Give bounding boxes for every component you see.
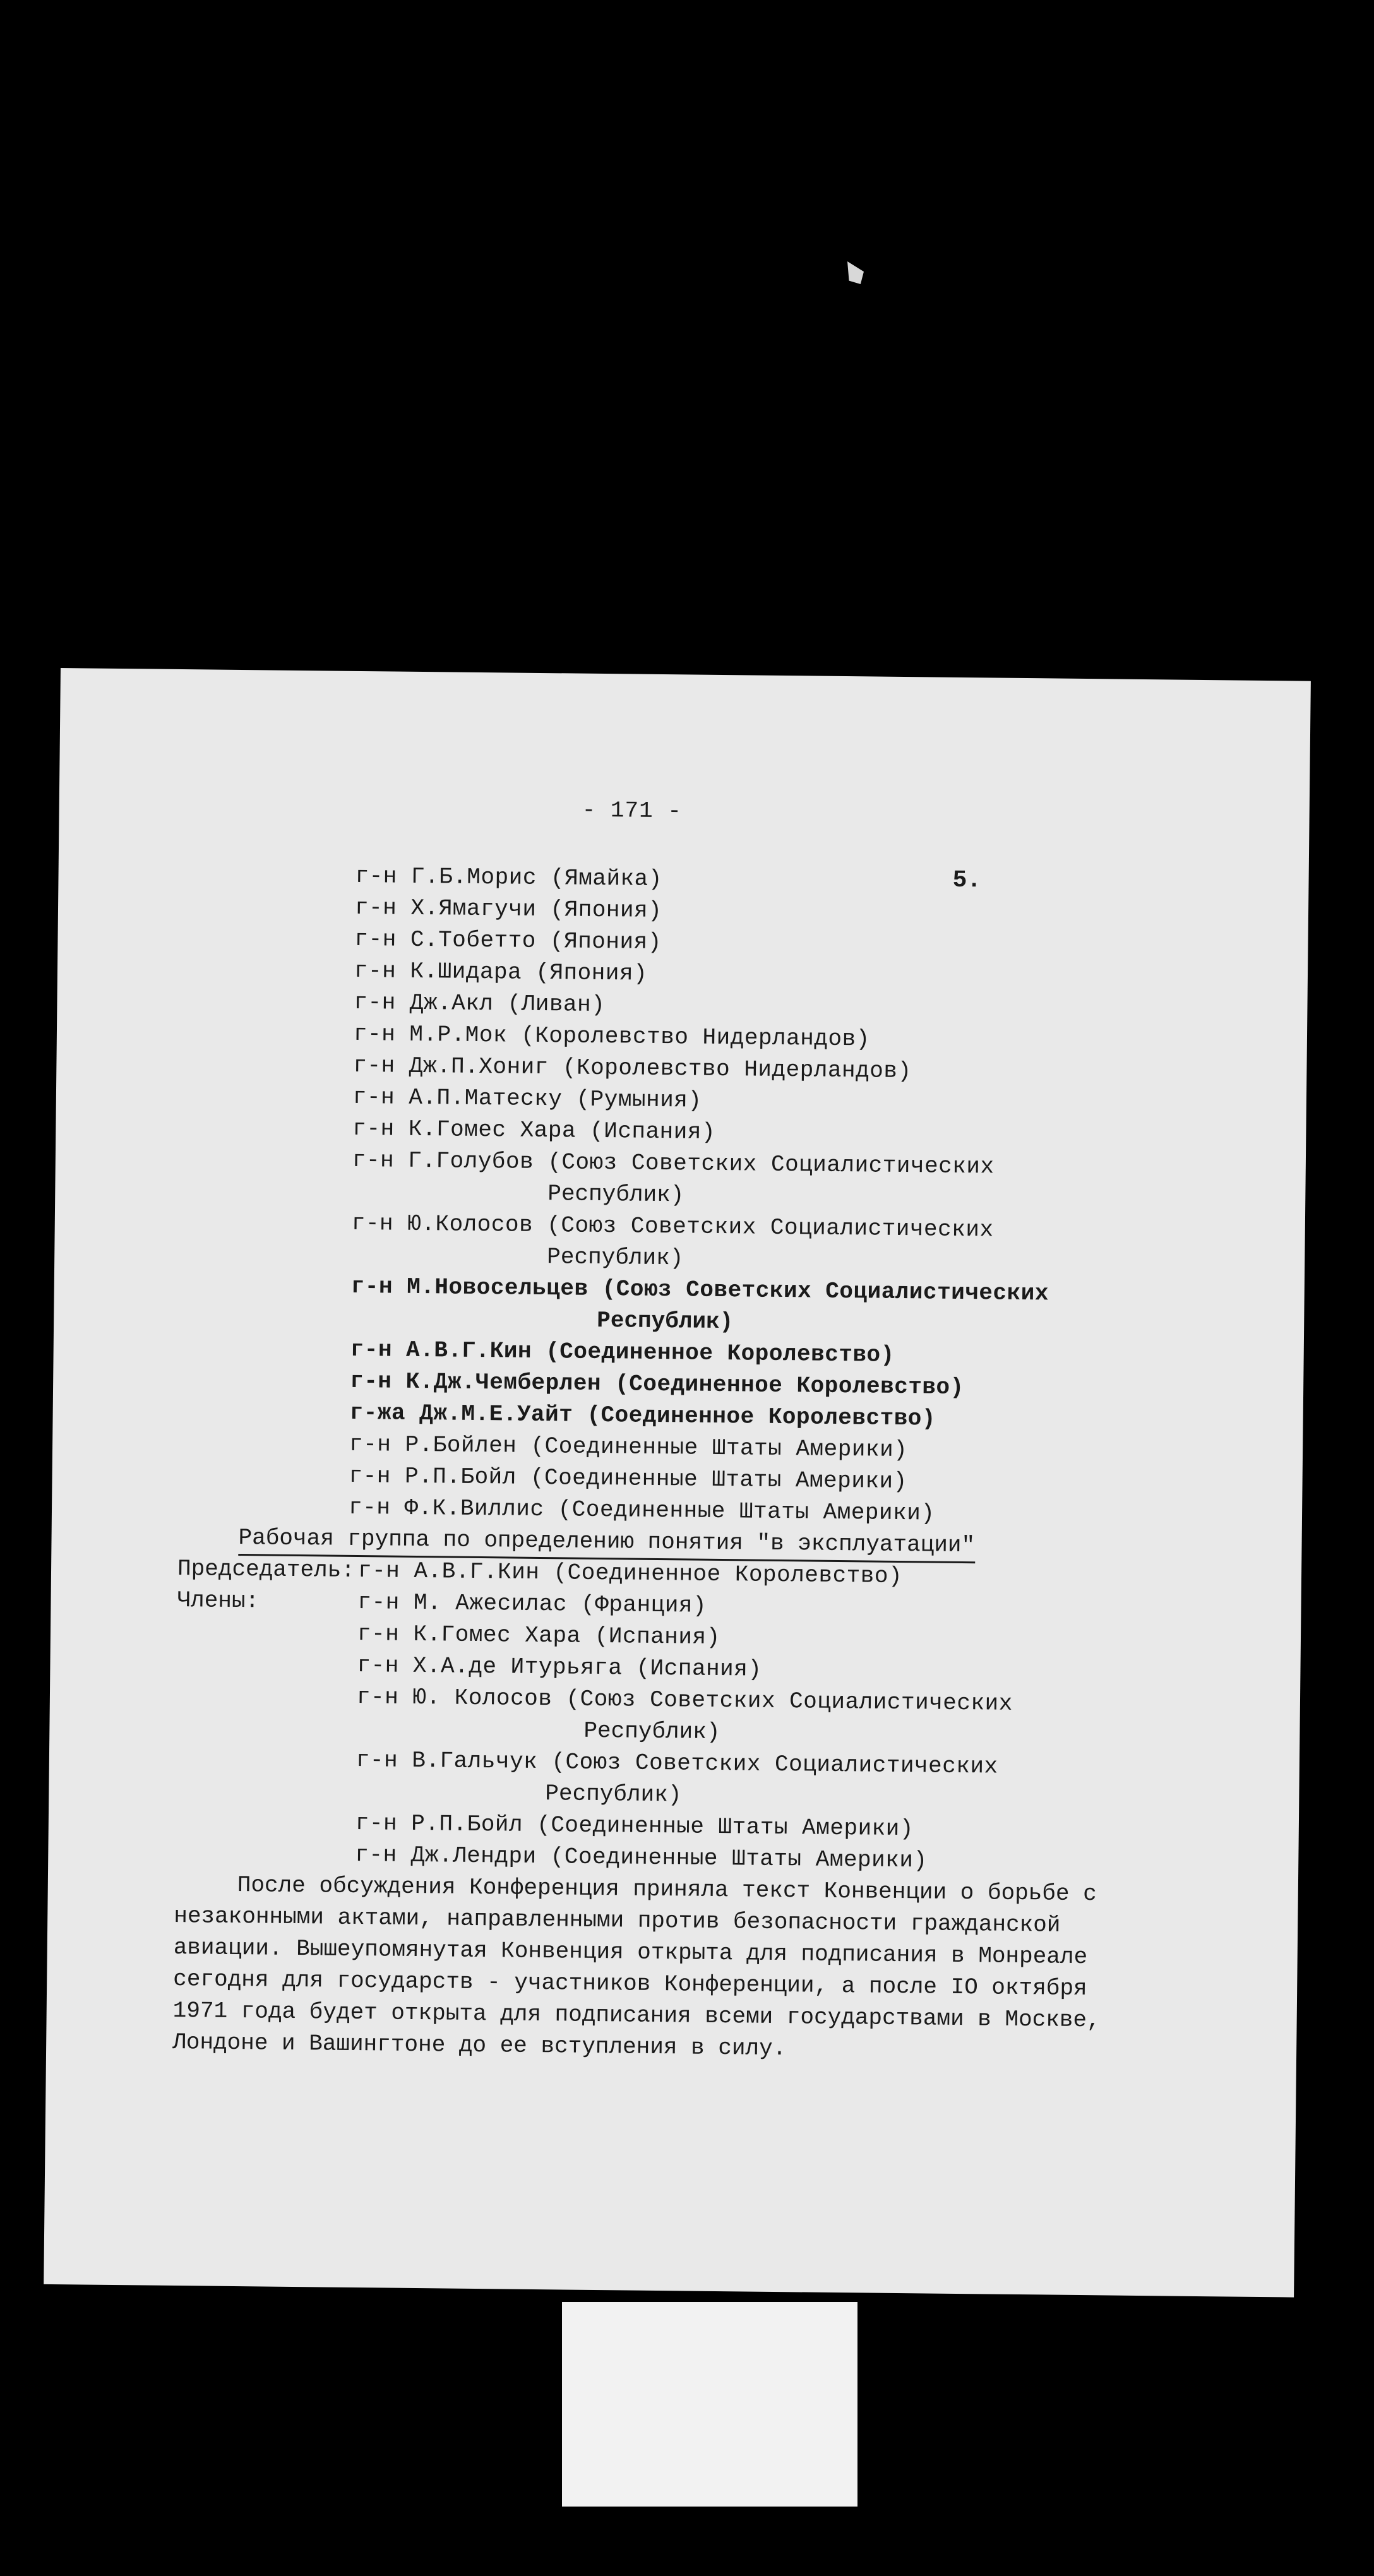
delegate-prefix: г-н (348, 1494, 391, 1521)
delegate-prefix: г-н (354, 926, 397, 953)
delegate-name-continuation: Республик) (547, 1244, 684, 1272)
member-prefix: г-н (357, 1621, 400, 1647)
delegate-entry (353, 1082, 702, 1117)
delegate-prefix: г-н (350, 1336, 393, 1363)
delegate-name: А.П.Матеску (Румыния) (409, 1084, 702, 1114)
delegate-prefix: г-н (353, 1020, 396, 1047)
delegate-name-continuation: Республик) (547, 1181, 684, 1208)
closing-paragraph (172, 1869, 1101, 2068)
delegate-prefix: г-н (355, 862, 398, 890)
delegate-prefix: г-н (352, 1083, 395, 1111)
delegate-name: Г.Б.Морис (Ямайка) (410, 863, 663, 892)
member-entry (357, 1681, 1013, 1720)
chair-entry (358, 1555, 903, 1592)
delegate-name: Ю.Колосов (Союз Советских Социалистических (407, 1210, 994, 1243)
member-prefix: г-н (357, 1652, 400, 1679)
delegate-entry (351, 1271, 1049, 1310)
member-name: М. Ажесилас (Франция) (413, 1589, 707, 1619)
delegate-prefix: г-н (352, 1147, 395, 1174)
delegate-name: Х.Ямагучи (Япония) (410, 895, 662, 924)
delegate-name: М.Новосельцев (Союз Советских Социалистических (406, 1273, 1049, 1307)
delegate-name: М.Р.Мок (Королевство Нидерландов) (409, 1021, 870, 1052)
member-entry (357, 1650, 762, 1686)
member-name-continuation: Республик) (545, 1780, 682, 1808)
delegate-name: Р.Бойлен (Соединенные Штаты Америки) (405, 1431, 908, 1464)
delegate-name: К.Гомес Хара (Испания) (408, 1116, 716, 1145)
delegate-prefix: г-н (350, 1273, 393, 1300)
member-prefix: г-н (356, 1684, 399, 1710)
delegate-prefix: г-н (354, 989, 397, 1016)
chair-prefix: г-н (357, 1558, 400, 1584)
member-entry (356, 1744, 998, 1783)
delegate-entry (354, 987, 605, 1021)
member-prefix: г-н (355, 1810, 398, 1837)
delegate-prefix: г-н (351, 1210, 394, 1237)
page-number: - 171 - (582, 797, 683, 825)
member-name: Х.А.де Итурьяга (Испания) (412, 1652, 762, 1683)
chair-label: Председатель: (177, 1556, 355, 1583)
delegate-entry (355, 861, 662, 895)
delegate-entry (355, 892, 662, 927)
member-prefix: г-н (357, 1589, 400, 1616)
paragraph-line: сегодня для государств - участников Конференции, а после IO октября (173, 1965, 1087, 2002)
paragraph-line: Лондоне и Вашингтоне до ее вступления в силу. (172, 2029, 787, 2062)
member-name: К.Гомес Хара (Испания) (413, 1621, 720, 1651)
delegate-name: Г.Голубов (Союз Советских Социалистических (408, 1147, 995, 1180)
delegate-prefix: г-н (349, 1431, 391, 1458)
member-name: Р.П.Бойл (Соединенные Штаты Америки) (411, 1810, 914, 1842)
delegate-name: С.Тобетто (Япония) (410, 926, 662, 955)
delegate-entry (354, 955, 648, 990)
delegate-prefix: г-н (349, 1462, 391, 1489)
delegate-prefix: г-н (354, 957, 397, 984)
paragraph-line: незаконными актами, направленными против безопасности гражданской (174, 1902, 1061, 1938)
delegate-name: К.Дж.Чемберлен (Соединенное Королевство) (405, 1368, 964, 1401)
delegate-name: Дж.М.Е.Уайт (Соединенное Королевство) (419, 1400, 936, 1432)
blank-card (562, 2302, 857, 2507)
member-name: Ю. Колосов (Союз Советских Социалистических (412, 1684, 1013, 1717)
delegate-name: А.В.Г.Кин (Соединенное Королевство) (405, 1337, 895, 1368)
member-prefix: г-н (355, 1746, 398, 1774)
paragraph-line: После обсуждения Конференция приняла текст Конвенции о борьбе с (237, 1872, 1097, 1907)
delegate-name: Дж.Акл (Ливан) (409, 989, 606, 1018)
delegate-prefix: г-н (352, 1115, 395, 1142)
delegate-entry (352, 1113, 715, 1148)
member-entry (355, 1808, 914, 1845)
delegate-entry (354, 924, 662, 958)
delegate-prefix: г-жа (349, 1399, 406, 1426)
member-entry (357, 1587, 707, 1622)
chair-name: А.В.Г.Кин (Соединенное Королевство) (414, 1558, 903, 1590)
sheet-number: 5. (952, 866, 982, 895)
member-entry (357, 1618, 720, 1654)
film-speck (847, 261, 864, 284)
members-label: Члены: (177, 1587, 260, 1614)
member-prefix: г-н (355, 1841, 397, 1868)
paragraph-line: 1971 года будет открыта для подписания всеми государствами в Москве, (172, 1997, 1101, 2034)
delegate-name-continuation: Республик) (597, 1307, 734, 1335)
delegate-entry (350, 1334, 895, 1371)
delegate-name: Дж.П.Хониг (Королевство Нидерландов) (409, 1052, 912, 1085)
delegate-entry (353, 1050, 912, 1087)
member-name: В.Гальчук (Союз Советских Социалистических (412, 1747, 998, 1780)
member-name: Дж.Лендри (Соединенные Штаты Америки) (410, 1842, 928, 1874)
delegate-name: Р.П.Бойл (Соединенные Штаты Америки) (404, 1463, 907, 1495)
delegate-prefix: г-н (354, 894, 397, 921)
delegate-name: К.Шидара (Япония) (410, 958, 648, 987)
document-page (44, 668, 1311, 2298)
member-name-continuation: Республик) (583, 1717, 720, 1746)
delegate-entry (349, 1460, 907, 1498)
delegate-name: Ф.К.Виллис (Соединенные Штаты Америки) (404, 1494, 935, 1527)
working-group-heading: Рабочая группа по определению понятия "в эксплуатации" (238, 1522, 975, 1563)
delegate-prefix: г-н (353, 1052, 395, 1079)
delegate-prefix: г-н (349, 1368, 392, 1395)
delegate-entry (354, 1018, 870, 1056)
delegate-entry (349, 1429, 908, 1466)
delegate-entry (352, 1208, 994, 1246)
paragraph-line: авиации. Вышеупомянутая Конвенция открыта для подписания в Монреале (173, 1934, 1088, 1971)
delegate-entry (352, 1145, 995, 1183)
